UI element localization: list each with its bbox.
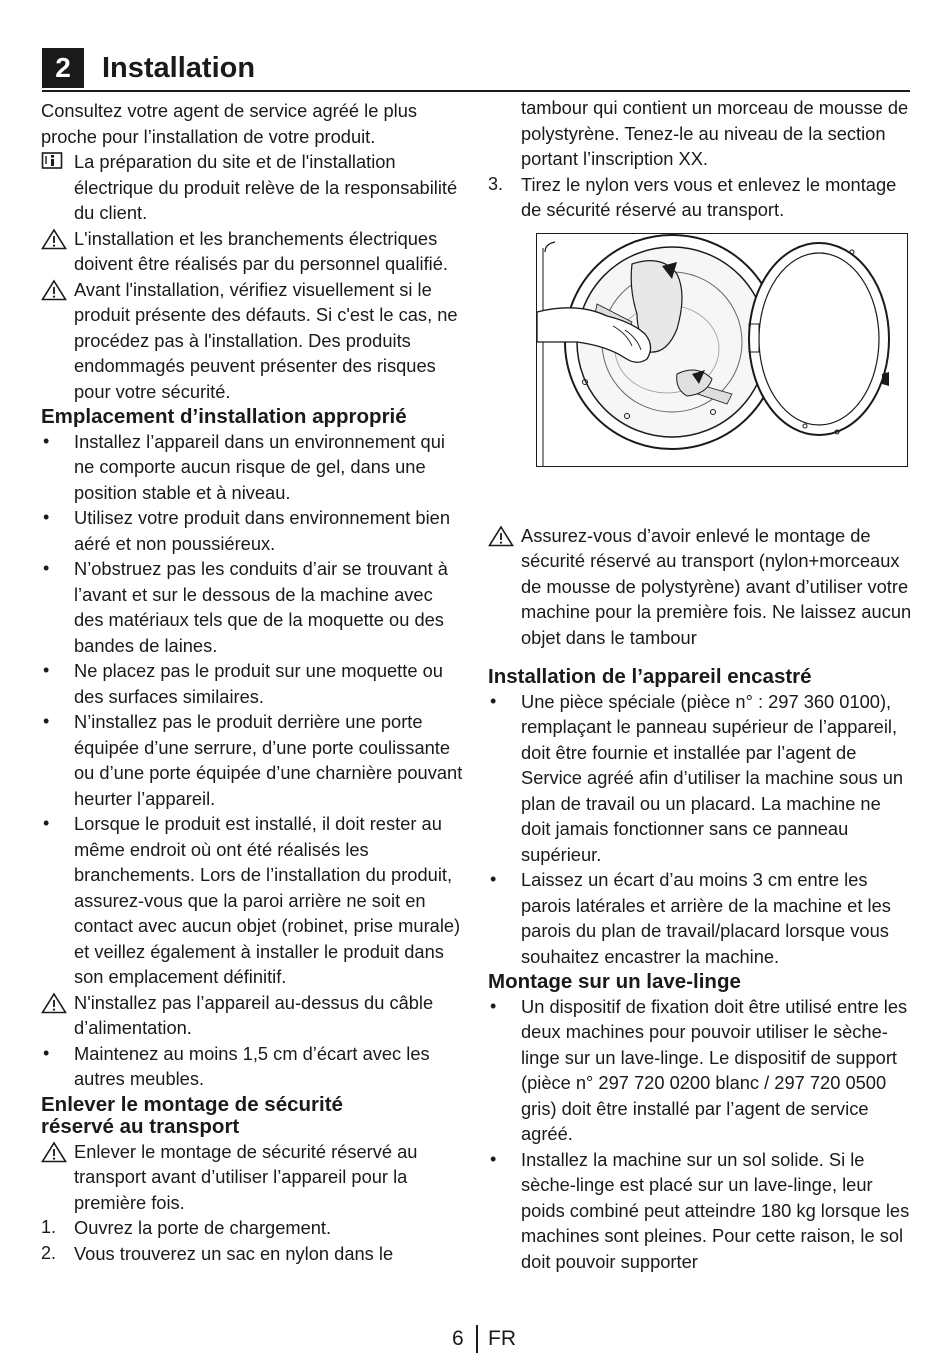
list-item-text: Ne placez pas le produit sur une moquette ou des surfaces similaires.: [74, 660, 443, 707]
section-heading-builtin: Installation de l’appareil encastré: [488, 665, 812, 688]
list-item: [41, 811, 466, 990]
note-text: La préparation du site et de l'installation électrique du produit relève de la responsabilité du client.: [74, 151, 458, 223]
list-item: [41, 709, 466, 811]
list-item-text: Installez la machine sur un sol solide. Si le sèche-linge est placé sur un lave-linge, leur poids combiné peut atteindre 180 kg lorsque les machines sont pleines. Pour cette raison, le sol doit pouvoir supporter: [521, 1148, 910, 1272]
list-item: [41, 658, 466, 709]
warning-note: [41, 277, 466, 405]
right-column: [488, 95, 913, 1274]
step-item: [41, 1241, 466, 1267]
list-item: [488, 1147, 913, 1275]
step-item: [488, 172, 913, 223]
list-item-text: Un dispositif de fixation doit être utilisé entre les deux machines pour pouvoir utiliser le sèche-linge sur un lave-linge. Le dispositif de support (pièce n° 297 720 0200 blanc / 297 720 0500 gris) doit être installé par l’agent de service agréé.: [521, 995, 908, 1144]
section-heading-stacking: Montage sur un lave-linge: [488, 970, 741, 993]
list-item-text: Maintenez au moins 1,5 cm d’écart avec les autres meubles.: [74, 1042, 430, 1089]
left-column: [41, 98, 466, 1266]
spacer: [488, 467, 913, 523]
chapter-header: [42, 46, 910, 92]
section-heading-transport: [41, 1094, 466, 1139]
heading-line: Enlever le montage de sécurité: [41, 1092, 343, 1116]
intro-paragraph: Consultez votre agent de service agréé le plus proche pour l’installation de votre produit.: [41, 100, 417, 147]
warning-note: [41, 1139, 466, 1216]
note-text: L'installation et les branchements électriques doivent être réalisés par du personnel qualifié.: [74, 227, 448, 274]
list-item: [488, 867, 913, 969]
list-item-text: Lorsque le produit est installé, il doit rester au même endroit où ont été réalisés les branchements. Lors de l’installation du produit, assurez-vous que la paroi arrière ne soit en contact avec aucun objet (robinet, prise murale) et veillez également à installer le produit dans son emplacement définitif.: [74, 813, 461, 987]
dryer-drum-illustration: [536, 233, 908, 467]
step-continuation: tambour qui contient un morceau de mousse de polystyrène. Tenez-le au niveau de la section portant l’inscription XX.: [521, 97, 909, 169]
language-code: FR: [488, 1327, 516, 1350]
step-text: Ouvrez la porte de chargement.: [74, 1217, 332, 1238]
note-text: Assurez-vous d’avoir enlevé le montage de sécurité réservé au transport (nylon+morceaux de mousse de polystyrène) avant d’utiliser votre machine pour la première fois. Ne laissez aucun objet dans le tambour: [521, 524, 912, 648]
info-note: [41, 149, 466, 226]
chapter-title: Installation: [102, 52, 256, 84]
step-number: 2.: [41, 1242, 57, 1263]
step-number: 3.: [488, 173, 504, 194]
list-item: [488, 689, 913, 868]
footer-divider: [476, 1325, 478, 1353]
step-item: [41, 1215, 466, 1241]
list-item: [488, 994, 913, 1147]
heading-line: réservé au transport: [41, 1115, 240, 1138]
warning-note: [488, 523, 913, 651]
list-item-text: Installez l’appareil dans un environnement qui ne comporte aucun risque de gel, dans une position stable et à niveau.: [74, 430, 445, 503]
step-text: Tirez le nylon vers vous et enlevez le montage de sécurité réservé au transport.: [521, 173, 897, 220]
list-item-text: Laissez un écart d’au moins 3 cm entre les parois latérales et arrière de la machine et les parois du plan de travail/placard lorsque vous souhaitez encastrer la machine.: [521, 869, 891, 967]
section-heading-location: Emplacement d’installation approprié: [41, 405, 407, 428]
list-item-text: Une pièce spéciale (pièce n° : 297 360 0100), remplaçant le panneau supérieur de l’appareil, doit être fournie et installée par l’agent de Service agréé afin d’utiliser la machine sous un plan de travail ou un placard. La machine ne doit jamais fonctionner sans ce panneau supérieur.: [521, 690, 904, 865]
note-text: N'installez pas l’appareil au-dessus du câble d’alimentation.: [74, 991, 434, 1038]
list-item-text: N’installez pas le produit derrière une porte équipée d’une serrure, d’une porte coulissante ou d’une porte équipée d’une charnière pouvant heurter l’appareil.: [74, 711, 463, 809]
note-text: Enlever le montage de sécurité réservé au transport avant d’utiliser l’appareil pour la première fois.: [74, 1140, 418, 1213]
list-item: [41, 505, 466, 556]
list-item-text: N’obstruez pas les conduits d’air se trouvant à l’avant et sur le dessous de la machine avec des matériaux tels que de la moquette ou des bandes de laines.: [74, 558, 448, 656]
warning-note: [41, 226, 466, 277]
page-number: 6: [452, 1327, 464, 1350]
step-text: Vous trouverez un sac en nylon dans le: [74, 1242, 394, 1264]
spacer: [488, 650, 913, 664]
warning-note: [41, 990, 466, 1041]
note-text: Avant l'installation, vérifiez visuellement si le produit présente des défauts. Si c'est le cas, ne procédez pas à l'installation. Des produits endommagés peuvent présenter des risques pour votre sécurité.: [74, 278, 458, 402]
list-item: [41, 429, 466, 506]
list-item: [41, 556, 466, 658]
chapter-number: 2: [42, 48, 84, 88]
list-item-text: Utilisez votre produit dans environnement bien aéré et non poussiéreux.: [74, 507, 450, 554]
list-item: [41, 1041, 466, 1092]
step-number: 1.: [41, 1217, 57, 1237]
